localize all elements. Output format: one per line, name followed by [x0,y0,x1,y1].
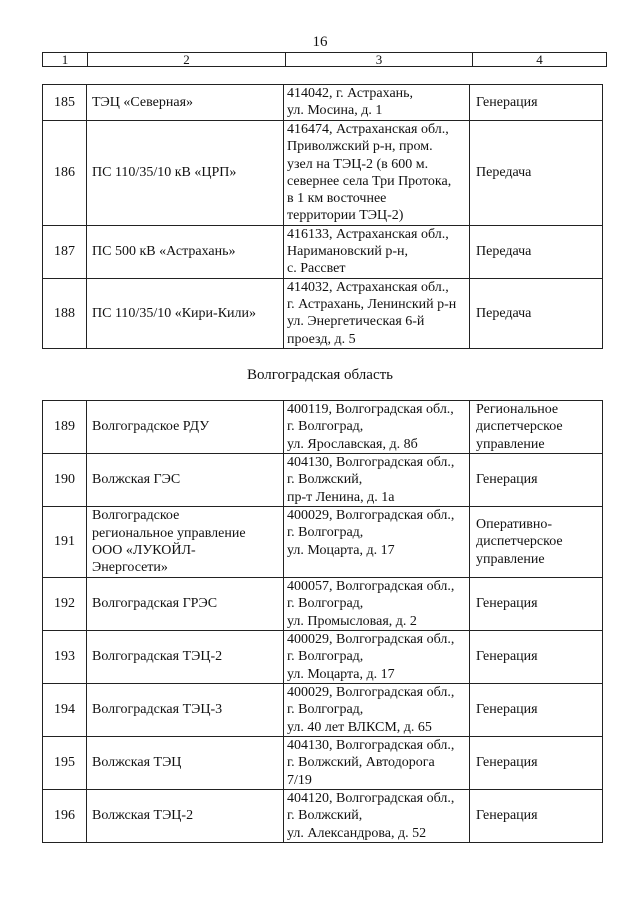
object-address: 400057, Волгоградская обл., г. Волгоград, ул. Промысловая, д. 2 [284,578,470,631]
table-row [43,225,603,278]
table-row [43,737,603,790]
activity-type: Генерация [470,85,603,121]
column-header-2: 2 [88,53,286,67]
object-address: 414032, Астраханская обл., г. Астрахань, Ленинский р-н ул. Энергетическая 6-й проезд, д. 5 [284,278,470,348]
activity-type: Передача [470,225,603,278]
activity-type: Передача [470,121,603,226]
activity-type: Генерация [470,790,603,843]
row-number: 194 [43,684,87,737]
activity-type: Оперативно- диспетчерское управление [470,507,603,578]
object-address: 416474, Астраханская обл., Приволжский р-н, пром. узел на ТЭЦ-2 (в 600 м. севернее села Три Протока, в 1 км восточнее территории ТЭЦ-2) [284,121,470,226]
activity-type: Региональное диспетчерское управление [470,401,603,454]
table-row [43,507,603,578]
object-name: Волжская ГЭС [87,454,284,507]
activity-type: Генерация [470,631,603,684]
object-name: Волжская ТЭЦ [87,737,284,790]
row-number: 189 [43,401,87,454]
table-row [43,278,603,348]
column-header-4: 4 [473,53,607,67]
object-name: ПС 110/35/10 кВ «ЦРП» [87,121,284,226]
object-name: ПС 110/35/10 «Кири-Кили» [87,278,284,348]
column-header-3: 3 [286,53,473,67]
object-address: 404120, Волгоградская обл., г. Волжский, ул. Александрова, д. 52 [284,790,470,843]
row-number: 193 [43,631,87,684]
row-number: 188 [43,278,87,348]
table-row [43,85,603,121]
column-header-table [42,52,607,67]
object-name: Волгоградская ТЭЦ-2 [87,631,284,684]
row-number: 186 [43,121,87,226]
table-row [43,401,603,454]
table-row [43,578,603,631]
object-address: 404130, Волгоградская обл., г. Волжский, пр-т Ленина, д. 1а [284,454,470,507]
row-number: 191 [43,507,87,578]
table-row [43,454,603,507]
object-address: 414042, г. Астрахань, ул. Мосина, д. 1 [284,85,470,121]
row-number: 192 [43,578,87,631]
object-name: Волгоградская ТЭЦ-3 [87,684,284,737]
row-number: 195 [43,737,87,790]
table-row [43,790,603,843]
region-heading: Волгоградская область [247,367,393,383]
object-name: Волгоградское РДУ [87,401,284,454]
table-row [43,684,603,737]
activity-type: Генерация [470,454,603,507]
activity-type: Передача [470,278,603,348]
object-name: Волгоградская ГРЭС [87,578,284,631]
object-address: 404130, Волгоградская обл., г. Волжский, Автодорога 7/19 [284,737,470,790]
column-header-1: 1 [43,53,88,67]
row-number: 185 [43,85,87,121]
activity-type: Генерация [470,684,603,737]
table-row [43,121,603,226]
object-name: Волгоградское региональное управление ООО «ЛУКОЙЛ- Энергосети» [87,507,284,578]
column-header-row [43,53,607,67]
table-row [43,631,603,684]
object-address: 400029, Волгоградская обл., г. Волгоград, ул. 40 лет ВЛКСМ, д. 65 [284,684,470,737]
activity-type: Генерация [470,578,603,631]
activity-type: Генерация [470,737,603,790]
page-number: 16 [312,34,328,50]
object-name: Волжская ТЭЦ-2 [87,790,284,843]
row-number: 187 [43,225,87,278]
object-address: 400119, Волгоградская обл., г. Волгоград, ул. Ярославская, д. 8б [284,401,470,454]
object-name: ТЭЦ «Северная» [87,85,284,121]
object-address: 400029, Волгоградская обл., г. Волгоград, ул. Моцарта, д. 17 [284,631,470,684]
object-address: 416133, Астраханская обл., Наримановский р-н, с. Рассвет [284,225,470,278]
astrakhan-table [42,84,603,349]
volgograd-table [42,400,603,843]
row-number: 190 [43,454,87,507]
object-name: ПС 500 кВ «Астрахань» [87,225,284,278]
row-number: 196 [43,790,87,843]
object-address: 400029, Волгоградская обл., г. Волгоград, ул. Моцарта, д. 17 [284,507,470,578]
